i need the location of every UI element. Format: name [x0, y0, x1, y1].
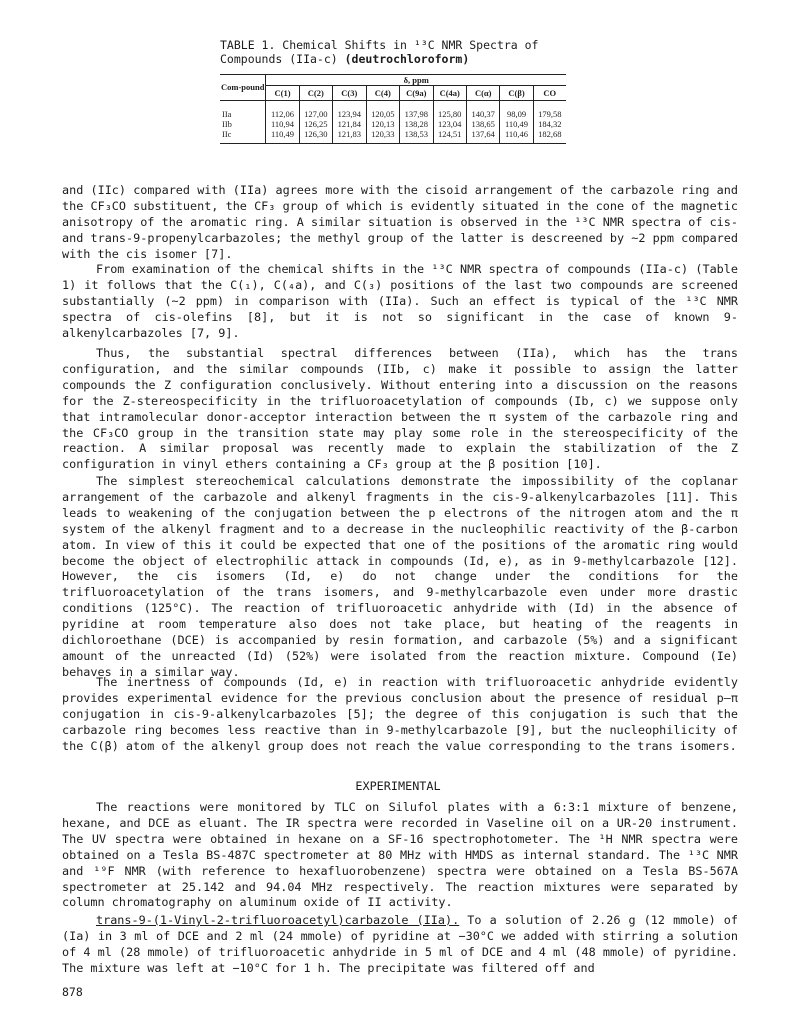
- column-header: C(4): [366, 86, 399, 101]
- column-header: C(α): [466, 86, 499, 101]
- shift-value-cell: 182,68: [533, 129, 566, 144]
- column-header-row: [220, 86, 566, 101]
- paragraph-1: and (IIc) compared with (IIa) agrees more with the cisoid arrangement of the carbazole ring and the CF₃CO substituent, the CF₃ group of which is evidently situated in the cone of the magnetic anisotropy of the aromatic ring. A similar situation is observed in the ¹³C NMR spectra of cis- and trans-9-propenylcarbazoles; the methyl group of the latter is descreened by ~2 ppm compared with the cis isomer [7].: [62, 183, 738, 261]
- shift-value-cell: 138,65: [466, 119, 499, 129]
- shift-value-cell: 124,51: [433, 129, 466, 144]
- table-caption-solvent: (deutrochloroform): [344, 52, 470, 66]
- table-row: [220, 119, 566, 129]
- column-header: C(9a): [400, 86, 433, 101]
- shift-value-cell: 98,09: [500, 101, 533, 120]
- experimental-heading: EXPERIMENTAL: [355, 779, 441, 793]
- shift-value-cell: 123,04: [433, 119, 466, 129]
- column-header: CO: [533, 86, 566, 101]
- shift-value-cell: 121,83: [333, 129, 366, 144]
- shift-value-cell: 120,05: [366, 101, 399, 120]
- procedure-text: To a solution of 2.26 g (12 mmole) of (Ia) in 3 ml of DCE and 2 ml (24 mmole) of pyridine at −30°C we added with stirring a solution of 4 ml (28 mmole) of trifluoroacetic anhydride in 5 ml of DCE and 4 ml (48 mmole) of pyridine. The mixture was left at −10°C for 1 h. The precipitate was filtered off and: [62, 913, 739, 975]
- shift-value-cell: 120,33: [366, 129, 399, 144]
- compound-title: trans-9-(1-Vinyl-2-trifluoroacetyl)carbazole (IIa).: [96, 913, 460, 927]
- table-caption-prefix: Compounds (IIa-c): [220, 52, 345, 66]
- table-caption: [220, 38, 600, 66]
- shift-value-cell: 179,58: [533, 101, 566, 120]
- compound-cell: IIb: [222, 119, 232, 129]
- shift-value-cell: 125,80: [433, 101, 466, 120]
- shift-value-cell: 127,00: [299, 101, 332, 120]
- shift-value-cell: 110,49: [266, 129, 299, 144]
- delta-header: δ, ppm: [266, 75, 566, 86]
- table-caption-line1: TABLE 1. Chemical Shifts in ¹³C NMR Spectra of: [220, 38, 539, 52]
- column-header: C(3): [333, 86, 366, 101]
- page-number: 878: [62, 985, 83, 999]
- table-row: [220, 129, 566, 144]
- table-caption-line2: [220, 52, 600, 66]
- paragraph-2: From examination of the chemical shifts in the ¹³C NMR spectra of compounds (IIa-c) (Table 1) it follows that the C(₁), C(₄a), and C(₃) positions of the last two compounds are screened substantially (~2 ppm) in comparison with (IIa). Such an effect is typical of the ¹³C NMR spectra of cis-olefins [8], but it is not so significant in the case of known 9-alkenylcarbazoles [7, 9].: [62, 262, 738, 340]
- compound-cell: IIa: [222, 109, 232, 119]
- shift-value-cell: 112,06: [266, 101, 299, 120]
- shift-value-cell: 126,25: [299, 119, 332, 129]
- shift-value-cell: 138,28: [400, 119, 433, 129]
- shift-value-cell: 123,94: [333, 101, 366, 120]
- shift-value-cell: 138,53: [400, 129, 433, 144]
- shift-value-cell: 140,37: [466, 101, 499, 120]
- shift-value-cell: 137,64: [466, 129, 499, 144]
- shift-value-cell: 110,94: [266, 119, 299, 129]
- compound-cell: IIc: [220, 129, 266, 144]
- table-body: [220, 101, 566, 144]
- shift-value-cell: 110,46: [500, 129, 533, 144]
- chemical-shifts-table: [220, 74, 566, 144]
- shift-value-cell: 110,49: [500, 119, 533, 129]
- column-header: C(1): [266, 86, 299, 101]
- shift-value-cell: 120,13: [366, 119, 399, 129]
- compound-header: Com-pound: [220, 75, 266, 101]
- paragraph-6: The reactions were monitored by TLC on Silufol plates with a 6:3:1 mixture of benzene, hexane, and DCE as eluant. The IR spectra were recorded in Vaseline oil on a UR-20 instrument. The UV spectra were obtained in hexane on a SF-16 spectrophotometer. The ¹H NMR spectra were obtained on a Tesla BS-487C spectrometer at 80 MHz with HMDS as internal standard. The ¹³C NMR and ¹⁹F NMR (with reference to hexafluorobenzene) spectra were obtained on a Tesla BS-567A spectrometer at 25.142 and 94.04 MHz respectively. The reaction mixtures were separated by column chromatography on aluminum oxide of II activity.: [62, 800, 738, 910]
- column-header: C(4a): [433, 86, 466, 101]
- shift-value-cell: 184,32: [533, 119, 566, 129]
- paragraph-4: The simplest stereochemical calculations demonstrate the impossibility of the coplanar arrangement of the carbazole and alkenyl fragments in the cis-9-alkenylcarbazoles [11]. This leads to weakening of the conjugation between the p electrons of the nitrogen atom and the π system of the alkenyl fragment and to a decrease in the nucleophilic reactivity of the β-carbon atom. In view of this it could be expected that one of the positions of the aromatic ring would become the object of electrophilic attack in compounds (Id, e), as in 9-methylcarbazole [12]. However, the cis isomers (Id, e) do not change under the conditions for the trifluoroacetylation of the trans isomers, and 9-methylcarbazole even under more drastic conditions (125°C). The reaction of trifluoroacetic anhydride with (Id) in the absence of pyridine at room temperature also does not take place, but heating of the reagents in dichloroethane (DCE) is accompanied by resin formation, and carbazole (5%) and a significant amount of the unreacted (Id) (52%) were isolated from the reaction mixture. Compound (Ie) behaves in a similar way.: [62, 474, 738, 679]
- shift-value-cell: 126,30: [299, 129, 332, 144]
- shift-value-cell: 137,98: [400, 101, 433, 120]
- paragraph-3: Thus, the substantial spectral differences between (IIa), which has the trans configuration, and the similar compounds (IIb, c) make it possible to assign the latter compounds the Z configuration conclusively. Without entering into a discussion on the reasons for the Z-stereospecificity in the trifluoroacetylation of compounds (Ib, c) we suppose only that intramolecular donor-acceptor interaction between the π system of the carbazole ring and the CF₃CO group in the transition state may play some role in the stereospecificity of the reaction. A similar proposal was recently made to explain the stabilization of the Z configuration in vinyl ethers containing a CF₃ group at the β position [10].: [62, 346, 738, 472]
- column-header: C(β): [500, 86, 533, 101]
- column-header: C(2): [299, 86, 332, 101]
- shift-value-cell: 121,84: [333, 119, 366, 129]
- paragraph-5: The inertness of compounds (Id, e) in reaction with trifluoroacetic anhydride evidently provides experimental evidence for the previous conclusion about the presence of residual p—π conjugation in cis-9-alkenylcarbazoles [5]; the degree of this conjugation is such that the carbazole ring becomes less reactive than in 9-methylcarbazole [9], but the nucleophilicity of the C(β) atom of the alkenyl group does not reach the value corresponding to the trans isomers.: [62, 675, 738, 753]
- table-row: [220, 101, 566, 120]
- paragraph-7: [62, 913, 738, 977]
